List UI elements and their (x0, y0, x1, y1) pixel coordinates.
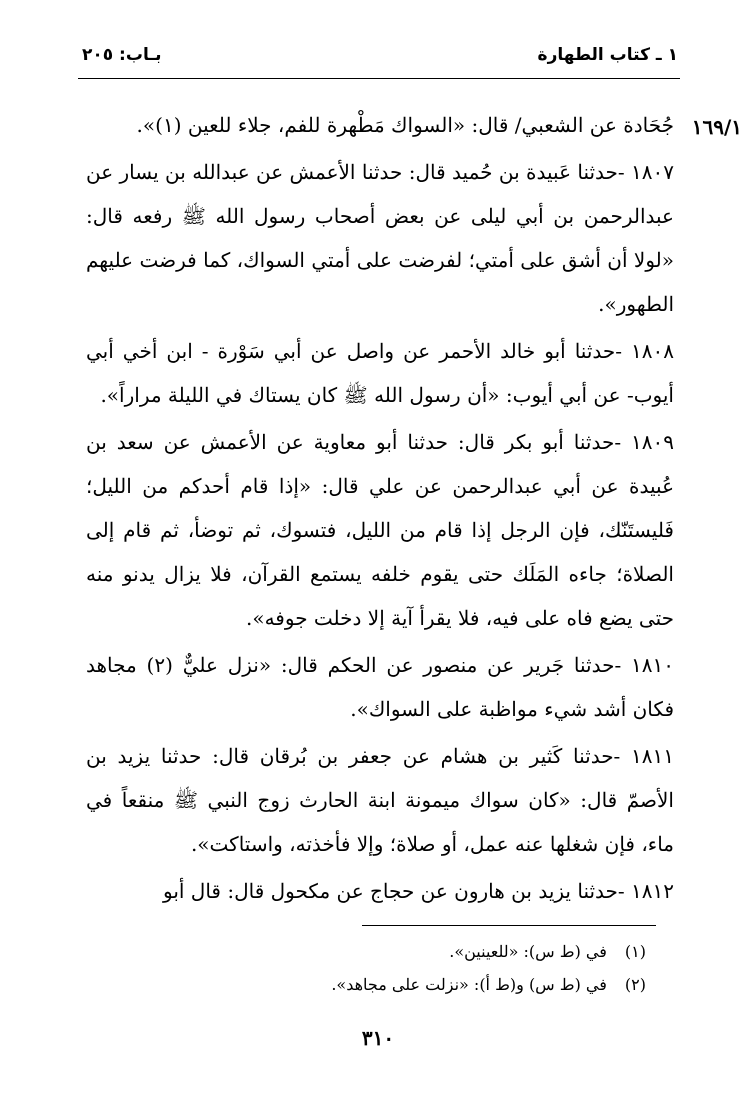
hadith-1811: ١٨١١ -حدثنا كَثير بن هشام عن جعفر بن بُرقان قال: حدثنا يزيد بن الأصمّ قال: «كان سواك ميمونة ابنة الحارث زوج النبي ﷺ منقعاً في ماء، فإن شغلها عنه عمل، أو صلاة؛ وإلا فأخذته، واستاكت». (86, 744, 674, 856)
footnote-number: (٢) (624, 975, 646, 994)
hadith-1807: ١٨٠٧ -حدثنا عَبيدة بن حُميد قال: حدثنا الأعمش عن عبدالله بن يسار عن عبدالرحمن بن أبي ليلى عن بعض أصحاب رسول الله ﷺ رفعه قال: «لولا أن أشق على أمتي؛ لفرضت على أمتي السواك، كما فرضت عليهم الطهور». (86, 160, 674, 316)
footnotes (200, 935, 646, 1001)
section-label: بـاب: ٢٠٥ (82, 45, 162, 65)
margin-reference: ١٦٩/١ (691, 115, 742, 139)
footnote-item (200, 935, 646, 968)
footnote-text: في (ط س) و(ط أ): «نزلت على مجاهد». (331, 975, 607, 994)
footnote-divider (362, 925, 656, 926)
footnote-text: في (ط س): «للعينين». (449, 942, 607, 961)
main-text (86, 103, 674, 913)
page-number: ٣١٠ (361, 1026, 395, 1050)
hadith-1810: ١٨١٠ -حدثنا جَرير عن منصور عن الحكم قال: «نزل عليٌّ (٢) مجاهد فكان أشد شيء مواظبة على السواك». (86, 653, 675, 721)
chapter-title: ١ ـ كتاب الطهارة (537, 45, 678, 65)
hadith-1809: ١٨٠٩ -حدثنا أبو بكر قال: حدثنا أبو معاوية عن الأعمش عن سعد بن عُبيدة عن أبي عبدالرحمن عن علي قال: «إذا قام أحدكم من الليل؛ فَليستَنّك، فإن الرجل إذا قام من الليل، فتسوك، ثم توضأ، ثم قام إلى الصلاة؛ جاءه المَلَك حتى يقوم خلفه يستمع القرآن، فلا يزال يدنو منه حتى يضع فاه على فيه، فلا يقرأ آية إلا دخلت جوفه». (86, 430, 674, 630)
hadith-1812: ١٨١٢ -حدثنا يزيد بن هارون عن حجاج عن مكحول قال: قال أبو (162, 879, 674, 903)
running-header (82, 40, 678, 70)
header-divider (78, 78, 680, 79)
hadith-1808: ١٨٠٨ -حدثنا أبو خالد الأحمر عن واصل عن أبي سَوْرة - ابن أخي أبي أيوب- عن أبي أيوب: «أن رسول الله ﷺ كان يستاك في الليلة مراراً». (86, 339, 674, 407)
footnote-number: (١) (624, 942, 646, 961)
footnote-item (200, 968, 646, 1001)
paragraph-continuation: جُحَادة عن الشعبي/ قال: «السواك مَطْهرة للفم، جلاء للعين (١)». (136, 113, 674, 137)
